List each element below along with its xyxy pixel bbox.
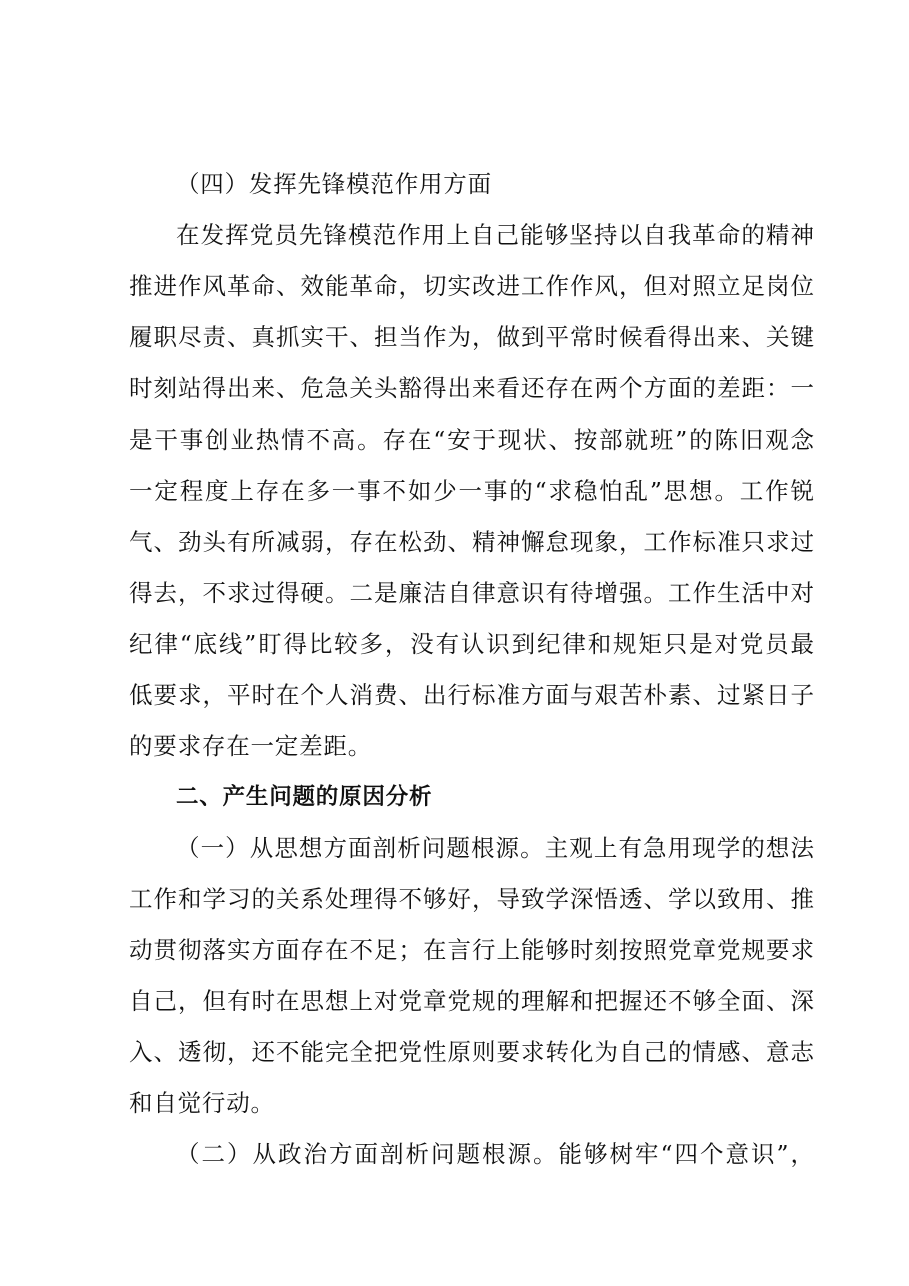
paragraph-line: 低要求，平时在个人消费、出行标准方面与艰苦朴素、过紧日子 [129, 681, 814, 709]
paragraph-line: 的要求存在一定差距。 [129, 732, 372, 760]
paragraph-line: 入、透彻，还不能完全把党性原则要求转化为自己的情感、意志 [129, 1038, 814, 1066]
paragraph-line: 得去，不求过得硬。二是廉洁自律意识有待增强。工作生活中对 [129, 579, 814, 607]
paragraph-line: 工作和学习的关系处理得不够好，导致学深悟透、学以致用、推 [129, 885, 814, 913]
paragraph-line: 是干事创业热情不高。存在“安于现状、按部就班”的陈旧观念 [129, 426, 814, 454]
paragraph-line: 纪律“底线”盯得比较多，没有认识到纪律和规矩只是对党员最 [129, 630, 814, 658]
paragraph-line: 在发挥党员先锋模范作用上自己能够坚持以自我革命的精神 [176, 221, 814, 249]
paragraph-line: 动贯彻落实方面存在不足；在言行上能够时刻按照党章党规要求 [129, 936, 814, 964]
paragraph-line: （二）从政治方面剖析问题根源。能够树牢“四个意识”， [176, 1140, 814, 1168]
section-heading-4: （四）发挥先锋模范作用方面 [176, 170, 492, 198]
paragraph-line: （一）从思想方面剖析问题根源。主观上有急用现学的想法 [176, 834, 814, 862]
paragraph-line: 时刻站得出来、危急关头豁得出来看还存在两个方面的差距：一 [129, 374, 814, 402]
section-heading-2: 二、产生问题的原因分析 [176, 784, 433, 810]
paragraph-line: 履职尽责、真抓实干、担当作为，做到平常时候看得出来、关键 [129, 323, 814, 351]
paragraph-line: 一定程度上存在多一事不如少一事的“求稳怕乱”思想。工作锐 [129, 477, 814, 505]
paragraph-line: 自己，但有时在思想上对党章党规的理解和把握还不够全面、深 [129, 987, 814, 1015]
paragraph-line: 和自觉行动。 [129, 1089, 275, 1117]
paragraph-line: 气、劲头有所减弱，存在松劲、精神懈怠现象，工作标准只求过 [129, 528, 814, 556]
paragraph-line: 推进作风革命、效能革命，切实改进工作作风，但对照立足岗位 [129, 272, 814, 300]
